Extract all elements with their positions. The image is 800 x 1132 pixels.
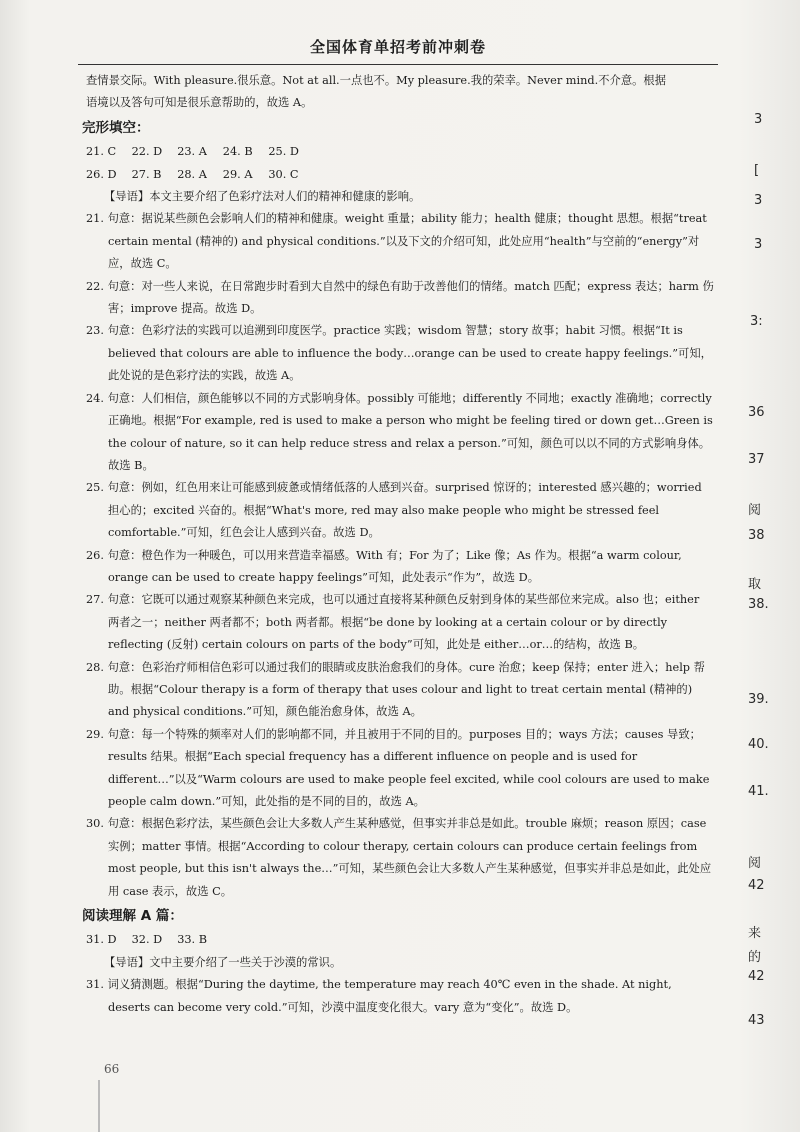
section-heading-reading: 阅读理解 A 篇： xyxy=(82,908,183,925)
explanation-item xyxy=(86,320,714,387)
answer-key-row xyxy=(86,929,714,951)
item-number: 30. xyxy=(86,817,104,831)
margin-mark: 37 xyxy=(748,452,765,467)
item-text: 句意：人们相信，颜色能够以不同的方式影响身体。possibly 可能地；differently 不同地；exactly 准确地；correctly 正确地。根据“For example, red is used to make a person who might be feeling tired or down get…Green is the colour of nature, so it can help reduce stress and relax a person.”可知，颜色可以以不同的方式影响身体。故选 B。 xyxy=(107,391,713,472)
answer: 24. B xyxy=(222,145,253,159)
item-number: 21. xyxy=(86,212,104,226)
explanation-item xyxy=(86,477,714,544)
margin-mark: 42 xyxy=(748,878,765,893)
item-number: 29. xyxy=(86,727,104,741)
answer: 27. B xyxy=(131,167,162,181)
answer: 32. D xyxy=(131,933,163,947)
explanation-item xyxy=(86,657,714,724)
item-text: 句意：它既可以通过观察某种颜色来完成，也可以通过直接将某种颜色反射到身体的某些部位来完成。also 也；either 两者之一；neither 两者都不；both 两者都。根据“be done by looking at a certain colour or by directly reflecting (反射) certain colours on parts of the body”可知，此处是 either…or…的结构，故选 B。 xyxy=(107,593,700,652)
margin-mark: 取 xyxy=(748,577,762,592)
margin-mark: 43 xyxy=(748,1013,765,1028)
explanation-item xyxy=(86,388,714,478)
guide-text: 【导语】文中主要介绍了一些关于沙漠的常识。 xyxy=(104,955,342,969)
margin-mark: 42 xyxy=(748,969,765,984)
item-text: 句意：橙色作为一种暖色，可以用来营造幸福感。With 有；For 为了；Like 像；As 作为。根据“a warm colour, orange can be used to create happy feelings”可知，此处表示“作为”，故选 D。 xyxy=(107,548,682,584)
item-text: 句意：据说某些颜色会影响人们的精神和健康。weight 重量；ability 能力；health 健康；thought 思想。根据“treat certain mental (精神的) and physical conditions.”以及下文的介绍可知，此处应用“health”与空前的“energy”对应，故选 C。 xyxy=(107,212,707,271)
item-text: 句意：根据色彩疗法，某些颜色会让大多数人产生某种感觉，但事实并非总是如此。trouble 麻烦；reason 原因；case 实例；matter 事情。根据“According to colour therapy, certain colours can produce certain feelings from most people, but this isn't always the…”可知，某些颜色会让大多数人产生某种感觉，但事实并非总是如此，此处应用 case 表示，故选 C。 xyxy=(107,817,712,898)
margin-mark: 38 xyxy=(748,528,765,543)
item-text: 句意：例如，红色用来让可能感到疲惫或情绪低落的人感到兴奋。surprised 惊讶的；interested 感兴趣的；worried 担心的；excited 兴奋的。根据“What's more, red may also make people who might be stressed feel comfortable.”可知，红色会让人感到兴奋。故选 D。 xyxy=(107,481,702,540)
margin-mark: 的 xyxy=(748,950,762,965)
item-number: 26. xyxy=(86,548,104,562)
item-text: 句意：每一个特殊的频率对人们的影响都不同，并且被用于不同的目的。purposes 目的；ways 方法；causes 导致；results 结果。根据“Each special frequency has a different influence on people and is used for different…”以及“Warm colours are used to make people feel excited, while cool colours are used to make people calm down.”可知，此处指的是不同的目的，故选 A。 xyxy=(107,727,710,808)
item-number: 23. xyxy=(86,324,104,338)
item-number: 25. xyxy=(86,481,104,495)
margin-mark: 38. xyxy=(748,597,769,612)
answer: 29. A xyxy=(222,167,253,181)
explanation-item xyxy=(86,724,714,814)
item-number: 24. xyxy=(86,391,104,405)
margin-mark: 来 xyxy=(748,926,762,941)
item-number: 31. xyxy=(86,978,104,992)
item-text: 词义猜测题。根据“During the daytime, the temperature may reach 40℃ even in the shade. At night, deserts can become very cold.”可知，沙漠中温度变化很大。vary 意为“变化”。故选 D。 xyxy=(107,978,672,1014)
intro-line: 查情景交际。With pleasure.很乐意。Not at all.一点也不。My pleasure.我的荣幸。Never mind.不介意。根据 xyxy=(86,74,667,87)
item-number: 27. xyxy=(86,593,104,607)
margin-mark: 3 xyxy=(754,237,763,252)
intro-line: 语境以及答句可知是很乐意帮助的，故选 A。 xyxy=(86,96,313,110)
item-text: 句意：对一些人来说，在日常跑步时看到大自然中的绿色有助于改善他们的情绪。match 匹配；express 表达；harm 伤害；improve 提高。故选 D。 xyxy=(107,279,714,316)
item-number: 28. xyxy=(86,660,104,674)
answer: 28. A xyxy=(177,167,207,181)
binding-line xyxy=(98,1080,100,1132)
page-header: 全国体育单招考前冲刺卷 xyxy=(78,30,718,65)
answer: 22. D xyxy=(131,145,163,159)
section-heading-cloze: 完形填空： xyxy=(82,119,150,136)
margin-mark: 3 xyxy=(754,193,763,208)
answer-key-row xyxy=(86,164,714,186)
item-number: 22. xyxy=(86,279,104,293)
item-text: 句意：色彩疗法的实践可以追溯到印度医学。practice 实践；wisdom 智慧；story 故事；habit 习惯。根据“It is believed that colours are able to influence the body…orange can be used to create happy feelings.”可知，此处说的是色彩疗法的实践，故选 A。 xyxy=(107,324,712,383)
guide-text: 【导语】本文主要介绍了色彩疗法对人们的精神和健康的影响。 xyxy=(104,190,421,204)
explanation-item xyxy=(86,589,714,656)
margin-mark: [ xyxy=(754,163,760,178)
answer: 21. C xyxy=(86,145,117,159)
margin-mark: 36 xyxy=(748,405,765,420)
page-number: 66 xyxy=(104,1062,120,1076)
answer: 25. D xyxy=(268,145,299,159)
explanation-item xyxy=(86,545,714,590)
margin-mark: 40. xyxy=(748,737,769,752)
margin-mark: 阅 xyxy=(748,856,762,871)
answer: 31. D xyxy=(86,933,117,947)
answer: 26. D xyxy=(86,167,117,181)
item-text: 句意：色彩治疗师相信色彩可以通过我们的眼睛或皮肤治愈我们的身体。cure 治愈；keep 保持；enter 进入；help 帮助。根据“Colour therapy is a form of therapy that uses colour and light to treat certain mental (精神的) and physical conditions.”可知，颜色能治愈身体，故选 A。 xyxy=(107,660,705,719)
margin-mark: 39. xyxy=(748,692,769,707)
explanation-item xyxy=(86,974,714,1019)
explanation-item xyxy=(86,813,714,903)
explanation-item xyxy=(86,208,714,275)
margin-mark: 3 xyxy=(754,112,763,127)
page-content xyxy=(82,70,714,1019)
answer: 30. C xyxy=(268,167,299,181)
margin-mark: 3: xyxy=(750,314,763,329)
margin-mark: 阅 xyxy=(748,503,762,518)
answer: 33. B xyxy=(177,933,208,947)
margin-mark: 41. xyxy=(748,784,769,799)
explanation-item xyxy=(86,276,714,321)
adjacent-page-margin xyxy=(744,0,800,1132)
answer: 23. A xyxy=(177,145,207,159)
answer-key-row xyxy=(86,141,714,163)
